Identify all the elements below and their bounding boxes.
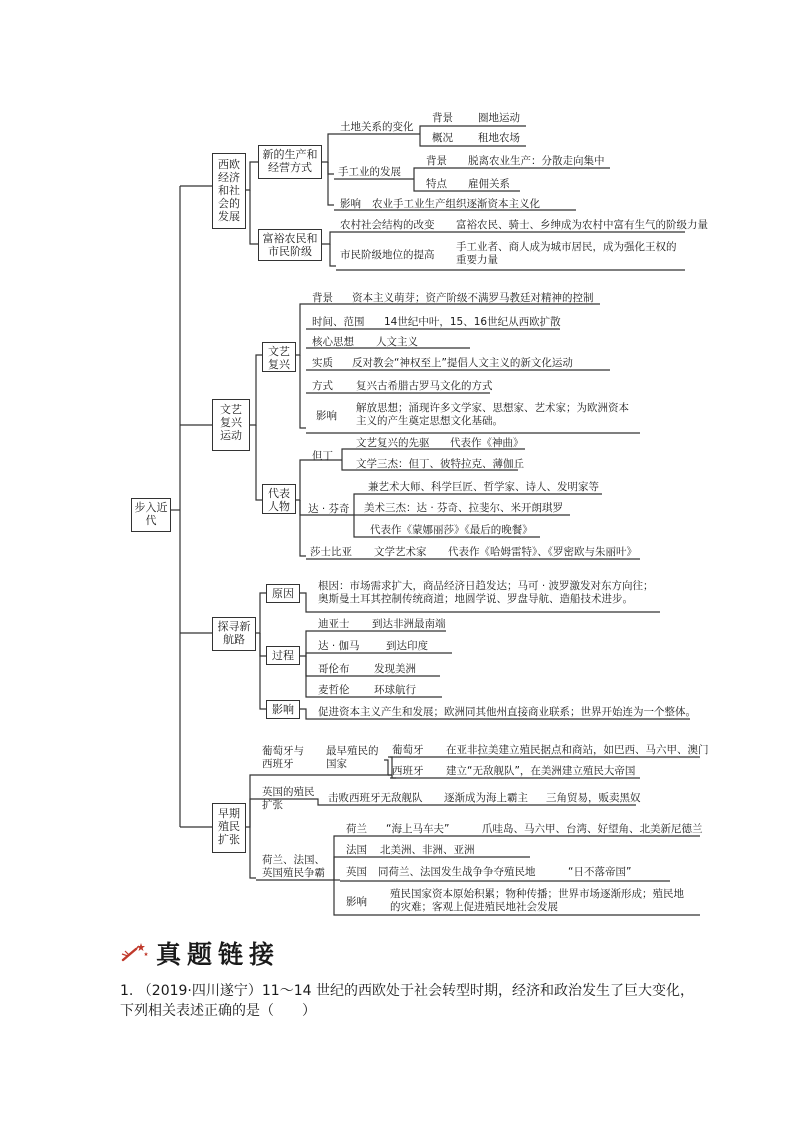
ren-core-value: 人文主义	[376, 336, 418, 348]
es-key: 西班牙	[392, 765, 424, 777]
p4-key: 麦哲伦	[318, 684, 350, 696]
shakes-role: 文学艺术家	[374, 546, 427, 558]
craft-yx-key: 影响	[340, 198, 361, 210]
ren-ess-key: 实质	[312, 357, 333, 369]
g1-mid: 最早殖民的国家	[326, 745, 379, 770]
craft-bg-key: 背景	[426, 155, 447, 167]
land-bg-value: 圈地运动	[478, 112, 520, 124]
nl-key: 荷兰	[346, 823, 367, 835]
p3-key: 哥伦布	[318, 663, 350, 675]
question-text: 1. （2019·四川遂宁）11～14 世纪的西欧处于社会转型时期，经济和政治发生了巨大变化，下列相关表述正确的是（ ）	[120, 983, 694, 1019]
davinci-three: 美术三杰：达 · 芬奇、拉斐尔、米开朗琪罗	[364, 502, 564, 514]
ef-value: 殖民国家资本原始积累；物种传播；世界市场逐渐形成；殖民地的灾难；客观上促进殖民地社会发展	[390, 888, 684, 913]
reason-value: 根因：市场需求扩大，商品经济日趋发达；马可 · 波罗激发对东方向往；奥斯曼土耳其控制传统商道；地圆学说、罗盘导航、造船技术进步。	[318, 580, 654, 605]
en-value: 同荷兰、法国发生战争争夺殖民地	[378, 866, 536, 878]
ren-way-value: 复兴古希腊古罗马文化的方式	[356, 380, 493, 392]
davinci-work: 代表作《蒙娜丽莎》《最后的晚餐》	[370, 524, 533, 536]
uk-2: 逐渐成为海上霸主	[444, 792, 528, 804]
land-gk-key: 概况	[432, 132, 453, 144]
land-change-label: 土地关系的变化	[340, 121, 414, 133]
craft-td-key: 特点	[426, 178, 447, 190]
city-key: 市民阶级地位的提高	[340, 249, 435, 261]
ren-ess-value: 反对教会“神权至上”提倡人文主义的新文化运动	[352, 357, 573, 369]
p1-value: 到达非洲最南端	[372, 618, 446, 630]
pen-stars-icon	[120, 940, 150, 966]
fr-key: 法国	[346, 844, 367, 856]
g3-label: 荷兰、法国、英国殖民争霸	[262, 854, 325, 879]
node-effect: 影响	[266, 700, 300, 719]
land-gk-value: 租地农场	[478, 132, 520, 144]
nl-1: “海上马车夫”	[386, 823, 450, 835]
effect-value: 促进资本主义产生和发展；欧洲同其他州直接商业联系；世界开始连为一个整体。	[318, 706, 696, 718]
en-value-2: “日不落帝国”	[568, 866, 632, 878]
land-bg-key: 背景	[432, 112, 453, 124]
shakes-work: 代表作《哈姆雷特》、《罗密欧与朱丽叶》	[448, 546, 637, 558]
nl-2: 爪哇岛、马六甲、台湾、好望角、北美新尼德兰	[482, 823, 703, 835]
craft-yx-value: 农业手工业生产组织逐渐资本主义化	[372, 198, 540, 210]
ren-time-value: 14世纪中叶，15、16世纪从西欧扩散	[384, 316, 561, 328]
davinci-master: 兼艺术大师、科学巨匠、哲学家、诗人、发明家等	[368, 481, 599, 493]
ren-way-key: 方式	[312, 380, 333, 392]
village-key: 农村社会结构的改变	[340, 219, 435, 231]
node-reason: 原因	[266, 584, 300, 603]
uk-1: 击败西班牙无敌舰队	[328, 792, 423, 804]
node-colonial-expansion: 早期殖民扩张	[212, 803, 246, 853]
p2-value: 到达印度	[386, 640, 428, 652]
davinci-label: 达 · 芬奇	[308, 503, 350, 515]
dante-pioneer: 文艺复兴的先驱	[356, 437, 430, 449]
fr-value: 北美洲、非洲、亚洲	[380, 844, 475, 856]
p1-key: 迪亚士	[318, 618, 350, 630]
p2-key: 达 · 伽马	[318, 640, 360, 652]
ren-eff-key: 影响	[316, 410, 337, 422]
ren-core-key: 核心思想	[312, 336, 354, 348]
shakes-label: 莎士比亚	[310, 546, 352, 558]
ren-bg-key: 背景	[312, 292, 333, 304]
node-new-routes: 探寻新航路	[212, 617, 256, 651]
ren-eff-value: 解放思想；涌现许多文学家、思想家、艺术家；为欧洲资本主义的产生奠定思想文化基础。	[356, 402, 629, 427]
node-new-production: 新的生产和经营方式	[258, 145, 322, 179]
dante-three: 文学三杰：但丁、彼特拉克、薄伽丘	[356, 458, 524, 470]
node-renaissance: 文艺复兴	[262, 342, 296, 372]
g2-label: 英国的殖民扩张	[262, 786, 315, 811]
city-value: 手工业者、商人成为城市居民，成为强化王权的重要力量	[456, 241, 677, 266]
node-representatives: 代表人物	[262, 484, 296, 514]
node-rich-farmers: 富裕农民和市民阶级	[258, 229, 322, 261]
craft-td-value: 雇佣关系	[468, 178, 510, 190]
es-value: 建立“无敌舰队”，在美洲建立殖民大帝国	[446, 765, 636, 777]
en-key: 英国	[346, 866, 367, 878]
pt-value: 在亚非拉美建立殖民据点和商站，如巴西、马六甲、澳门	[446, 744, 709, 756]
ren-bg-value: 资本主义萌芽；资产阶级不满罗马教廷对精神的控制	[352, 292, 594, 304]
g1-label: 葡萄牙与西班牙	[262, 745, 304, 770]
node-western-economy: 西欧经济和社会的发展	[212, 153, 246, 229]
ef-key: 影响	[346, 896, 367, 908]
dante-work: 代表作《神曲》	[450, 437, 524, 449]
craft-label: 手工业的发展	[338, 166, 401, 178]
node-process: 过程	[266, 646, 300, 665]
section-title: 真题链接	[156, 940, 281, 969]
ren-time-key: 时间、范围	[312, 316, 365, 328]
p3-value: 发现美洲	[374, 663, 416, 675]
village-value: 富裕农民、骑士、乡绅成为农村中富有生气的阶级力量	[456, 219, 708, 231]
uk-3: 三角贸易，贩卖黑奴	[546, 792, 641, 804]
root-node: 步入近代	[131, 498, 171, 532]
node-renaissance-movement: 文艺复兴运动	[212, 399, 250, 451]
dante-label: 但丁	[312, 450, 333, 462]
pt-key: 葡萄牙	[392, 744, 424, 756]
craft-bg-value: 脱离农业生产：分散走向集中	[468, 155, 605, 167]
p4-value: 环球航行	[374, 684, 416, 696]
section-header	[120, 935, 280, 971]
